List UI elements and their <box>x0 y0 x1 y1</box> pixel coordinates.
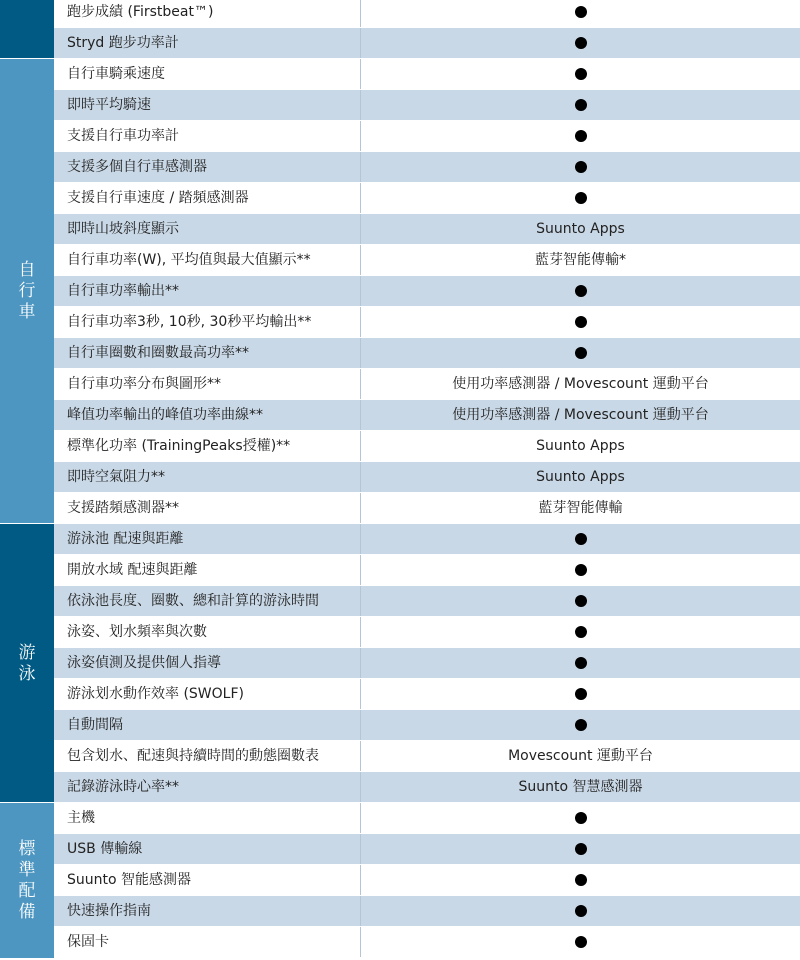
feature-label: 自行車功率輸出** <box>67 283 179 299</box>
table-row <box>54 586 800 617</box>
table-row <box>54 772 800 803</box>
feature-label: 自行車騎乘速度 <box>67 66 165 82</box>
feature-value <box>361 90 800 120</box>
table-row <box>54 28 800 59</box>
table-row <box>54 214 800 245</box>
group-3 <box>0 803 800 958</box>
feature-label: 自動間隔 <box>67 717 123 733</box>
feature-label: 峰值功率輸出的峰值功率曲線** <box>67 407 263 423</box>
feature-label: 支援自行車功率計 <box>67 128 179 144</box>
feature-value <box>361 710 800 740</box>
feature-value: 使用功率感測器 / Movescount 運動平台 <box>452 376 709 392</box>
supported-dot-icon <box>575 688 587 700</box>
supported-dot-icon <box>575 812 587 824</box>
table-row <box>54 369 800 400</box>
feature-value <box>361 865 800 895</box>
group-label-char: 游 <box>18 642 36 663</box>
table-row <box>54 524 800 555</box>
supported-dot-icon <box>575 99 587 111</box>
table-row <box>54 0 800 28</box>
supported-dot-icon <box>575 564 587 576</box>
feature-label: 主機 <box>67 810 95 826</box>
feature-label: 即時空氣阻力** <box>67 469 165 485</box>
supported-dot-icon <box>575 130 587 142</box>
table-row <box>54 741 800 772</box>
feature-value: 藍芽智能傳輸* <box>535 252 626 268</box>
feature-value <box>361 679 800 709</box>
group-label <box>0 0 54 59</box>
feature-value: Suunto 智慧感測器 <box>518 779 643 795</box>
table-row <box>54 617 800 648</box>
feature-label: Stryd 跑步功率計 <box>67 35 179 51</box>
supported-dot-icon <box>575 657 587 669</box>
feature-label: 保固卡 <box>67 934 109 950</box>
feature-value: 使用功率感測器 / Movescount 運動平台 <box>452 407 709 423</box>
table-row <box>54 431 800 462</box>
supported-dot-icon <box>575 595 587 607</box>
feature-label: 開放水域 配速與距離 <box>67 562 198 578</box>
supported-dot-icon <box>575 719 587 731</box>
supported-dot-icon <box>575 68 587 80</box>
table-row <box>54 493 800 524</box>
group-label-char: 準 <box>18 859 36 880</box>
feature-label: 游泳池 配速與距離 <box>67 531 184 547</box>
feature-label: 支援踏頻感測器** <box>67 500 179 516</box>
group-label-char: 配 <box>18 880 36 901</box>
table-row <box>54 462 800 493</box>
feature-label: 包含划水、配速與持續時間的動態圈數表 <box>67 748 319 764</box>
supported-dot-icon <box>575 192 587 204</box>
feature-label: 快速操作指南 <box>67 903 151 919</box>
table-row <box>54 896 800 927</box>
supported-dot-icon <box>575 6 587 18</box>
feature-value <box>361 183 800 213</box>
feature-label: 標準化功率 (TrainingPeaks授權)** <box>67 438 291 454</box>
feature-value: Movescount 運動平台 <box>508 748 653 764</box>
supported-dot-icon <box>575 316 587 328</box>
group-label-char: 行 <box>18 281 36 301</box>
group-label <box>0 59 54 524</box>
group-label-char: 車 <box>18 302 36 322</box>
supported-dot-icon <box>575 533 587 545</box>
feature-value <box>361 555 800 585</box>
table-row <box>54 648 800 679</box>
table-row <box>54 400 800 431</box>
table-row <box>54 245 800 276</box>
table-row <box>54 679 800 710</box>
feature-value <box>361 803 800 833</box>
feature-label: 記錄游泳時心率** <box>67 779 179 795</box>
supported-dot-icon <box>575 936 587 948</box>
feature-label: 支援自行車速度 / 踏頻感測器 <box>67 190 249 206</box>
table-row <box>54 59 800 90</box>
feature-label: 自行車功率3秒, 10秒, 30秒平均輸出** <box>67 314 312 330</box>
feature-value <box>361 0 800 27</box>
feature-value <box>361 121 800 151</box>
table-row <box>54 152 800 183</box>
supported-dot-icon <box>575 874 587 886</box>
feature-value <box>361 59 800 89</box>
feature-value <box>361 927 800 957</box>
table-row <box>54 183 800 214</box>
supported-dot-icon <box>575 347 587 359</box>
group-label-char: 備 <box>18 901 36 922</box>
group-1 <box>0 59 800 524</box>
feature-label: 支援多個自行車感測器 <box>67 159 207 175</box>
feature-label: 即時山坡斜度顯示 <box>67 221 179 237</box>
feature-value: 藍芽智能傳輸 <box>538 500 623 516</box>
table-row <box>54 927 800 958</box>
table-row <box>54 803 800 834</box>
table-row <box>54 338 800 369</box>
feature-label: 依泳池長度、圈數、總和計算的游泳時間 <box>67 593 319 609</box>
table-row <box>54 555 800 586</box>
feature-value <box>361 152 800 182</box>
group-label <box>0 803 54 958</box>
feature-value <box>361 617 800 647</box>
group-0 <box>0 0 800 59</box>
feature-label: 自行車功率(W), 平均值與最大值顯示** <box>67 252 311 268</box>
group-2 <box>0 524 800 803</box>
table-row <box>54 865 800 896</box>
feature-value: Suunto Apps <box>536 469 625 485</box>
group-label-char: 標 <box>18 838 36 859</box>
feature-label: 泳姿偵測及提供個人指導 <box>67 655 221 671</box>
feature-label: 泳姿、划水頻率與次數 <box>67 624 207 640</box>
feature-label: 游泳划水動作效率 (SWOLF) <box>67 686 244 702</box>
feature-value <box>361 524 800 554</box>
feature-value <box>361 307 800 337</box>
feature-label: 自行車功率分布與圖形** <box>67 376 221 392</box>
feature-label: 自行車圈數和圈數最高功率** <box>67 345 249 361</box>
feature-label: 跑步成績 (Firstbeat™) <box>67 4 214 20</box>
feature-value <box>361 28 800 58</box>
feature-label: USB 傳輸線 <box>67 841 143 857</box>
supported-dot-icon <box>575 843 587 855</box>
feature-value <box>361 338 800 368</box>
table-row <box>54 834 800 865</box>
feature-value <box>361 834 800 864</box>
feature-value <box>361 586 800 616</box>
feature-value: Suunto Apps <box>536 221 625 237</box>
supported-dot-icon <box>575 161 587 173</box>
feature-value <box>361 648 800 678</box>
group-label-char: 自 <box>18 260 36 280</box>
table-row <box>54 307 800 338</box>
feature-value <box>361 276 800 306</box>
table-row <box>54 90 800 121</box>
supported-dot-icon <box>575 626 587 638</box>
feature-value: Suunto Apps <box>536 438 625 454</box>
feature-value <box>361 896 800 926</box>
table-row <box>54 710 800 741</box>
supported-dot-icon <box>575 285 587 297</box>
table-row <box>54 276 800 307</box>
group-label <box>0 524 54 803</box>
group-label-char: 泳 <box>18 663 36 684</box>
supported-dot-icon <box>575 37 587 49</box>
feature-label: 即時平均騎速 <box>67 97 151 113</box>
table-row <box>54 121 800 152</box>
supported-dot-icon <box>575 905 587 917</box>
feature-label: Suunto 智能感測器 <box>67 872 192 888</box>
